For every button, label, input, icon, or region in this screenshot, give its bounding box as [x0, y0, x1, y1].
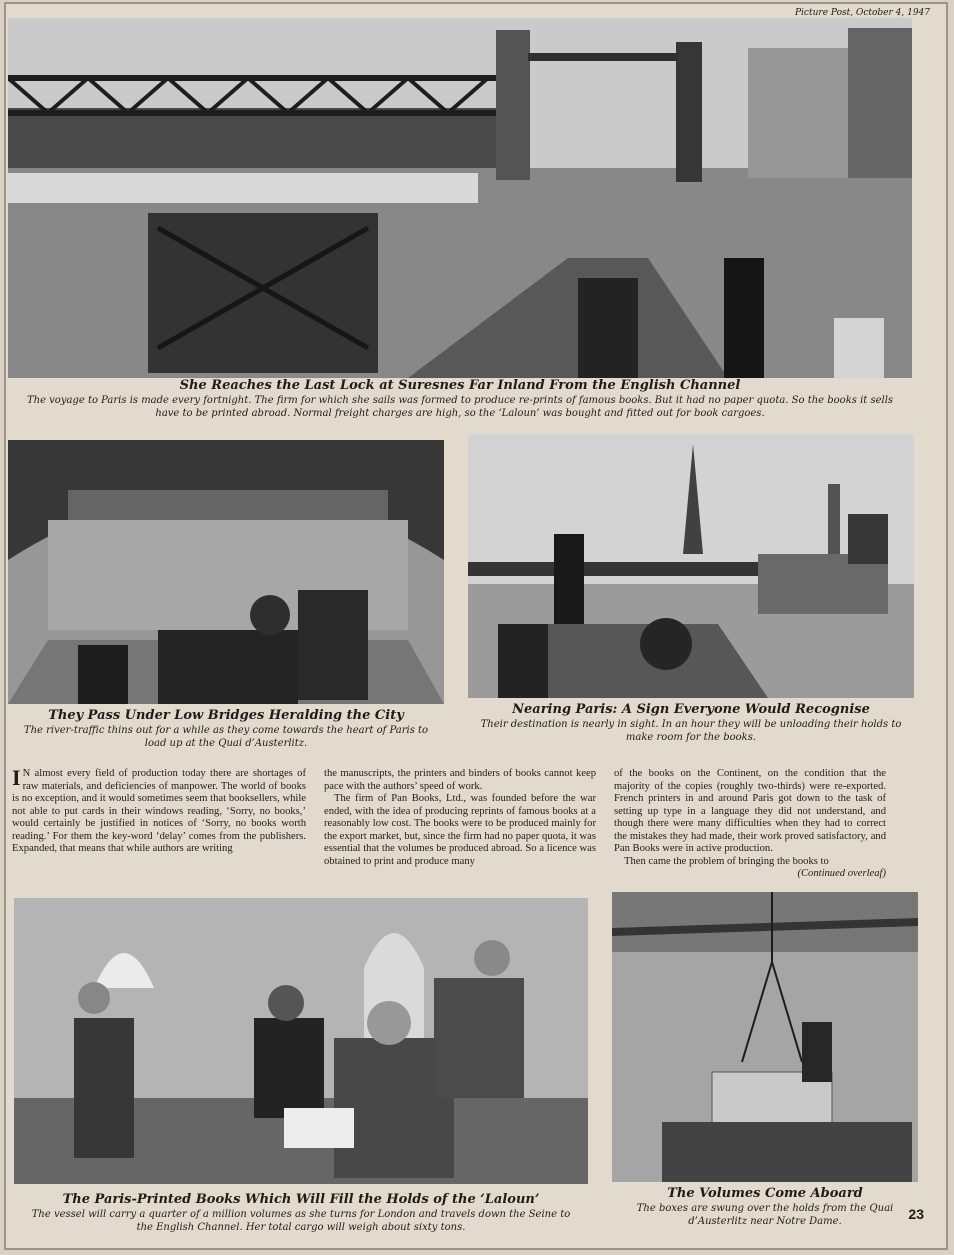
photo-title: Nearing Paris: A Sign Everyone Would Recognise — [512, 702, 870, 717]
running-head: Picture Post, October 4, 1947 — [795, 8, 930, 18]
photo-caption: Their destination is nearly in sight. In an hour they will be unloading their holds to make room for the books. — [480, 719, 902, 743]
article-column-3 — [614, 768, 886, 881]
article-column-1 — [12, 765, 306, 856]
photo-caption: The river-traffic thins out for a while as they come towards the heart of Paris to load up at the Quai d’Austerlitz. — [23, 725, 429, 749]
article-paragraph: Then came the problem of bringing the books to — [624, 855, 829, 867]
article-paragraph: The firm of Pan Books, Ltd., was founded before the war ended, with the idea of producing reprints of famous books at a reasonably low cost. The books were to be produced mainly for the export market, but, since the firm had no paper quota, it was essential that the volumes be produced abroad. So a licence was obtained to print and produce many — [324, 793, 596, 867]
page-number: 23 — [908, 1206, 924, 1222]
photo-paris-printed-books — [14, 898, 588, 1184]
photo-title: They Pass Under Low Bridges Heralding the City — [48, 708, 404, 723]
photo-title: The Volumes Come Aboard — [667, 1186, 863, 1201]
photo-caption: The vessel will carry a quarter of a million volumes as she turns for London and travels down the Seine to the English Channel. Her total cargo will weigh about sixty tons. — [31, 1209, 571, 1233]
photo-caption: The boxes are swung over the holds from the Quai d’Austerlitz near Notre Dame. — [636, 1203, 894, 1227]
article-column-2 — [324, 768, 596, 868]
photo-caption: The voyage to Paris is made every fortnight. The firm for which she sails was formed to produce re-prints of famous books. But it had no paper quota. So the books it sells have to be printed abroad. Normal freight charges are high, so the ‘Laloun’ was bought and fitted out for book cargoes. — [26, 395, 894, 419]
article-paragraph: N almost every field of production today there are shortages of raw materials, and deficiencies of manpower. The world of books is no exception, and it would sometimes seem that booksellers, while not able to put cards in their windows reading, ‘Sorry, no books,’ would certainly be justified in notices of ‘Sorry, no books worth reading.’ For them the key-word ‘delay’ comes from the publishers. Expanded, that means that while authors are writing — [12, 768, 306, 854]
continued-overleaf: (Continued overleaf) — [797, 868, 886, 879]
drop-cap: I — [12, 765, 21, 790]
photo-title: The Paris-Printed Books Which Will Fill the Holds of the ‘Laloun’ — [62, 1192, 540, 1207]
photo-last-lock — [8, 18, 912, 378]
photo-volumes-come-aboard — [612, 892, 918, 1182]
photo-nearing-paris — [468, 434, 914, 698]
article-paragraph: the manuscripts, the printers and binders of books cannot keep pace with the authors’ speed of work. — [324, 768, 596, 792]
article-paragraph: of the books on the Continent, on the condition that the majority of the copies (roughly two-thirds) were re-exported. French printers in and around Paris got down to the task of setting up type in a language they did not understand, and though there were many difficulties when they had to correct the mistakes they had made, their work proved satisfactory, and Pan Books were in active production. — [614, 768, 886, 854]
photo-low-bridges — [8, 440, 444, 704]
magazine-page — [4, 2, 948, 1250]
photo-title: She Reaches the Last Lock at Suresnes Far Inland From the English Channel — [179, 378, 741, 393]
